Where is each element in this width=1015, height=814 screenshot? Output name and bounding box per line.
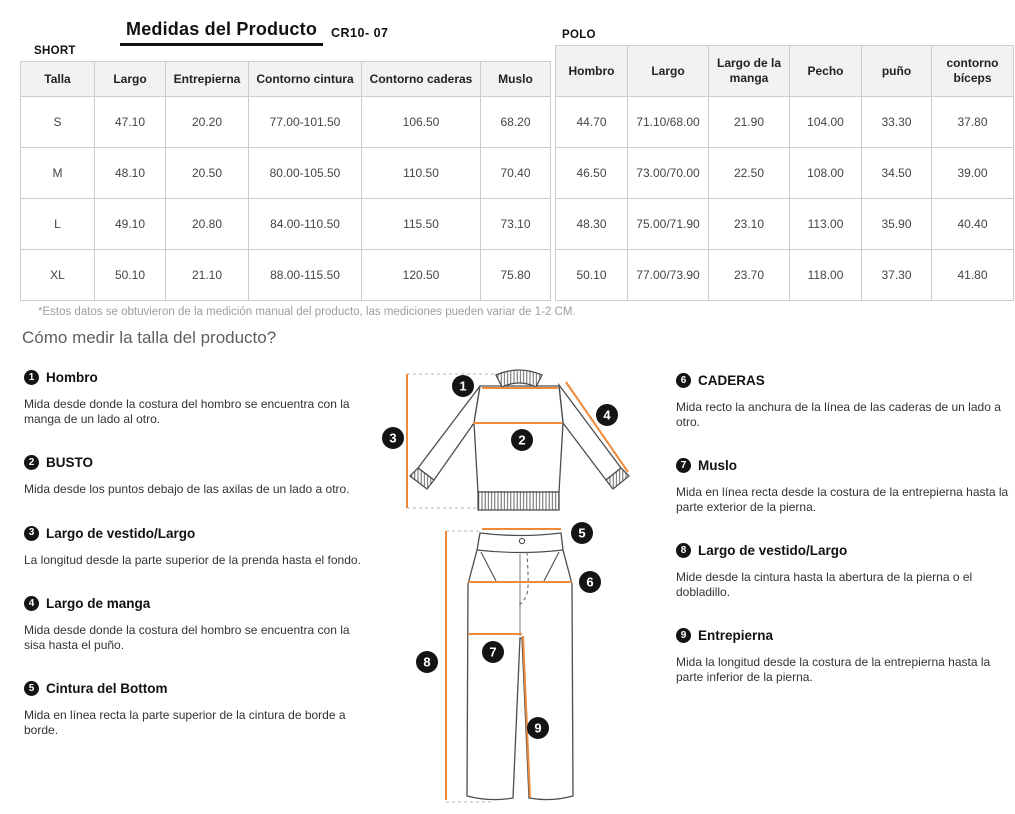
pants-body [467,533,573,800]
instruction-description: Mida desde los puntos debajo de las axilas de un lado a otro. [24,482,350,496]
cell: 75.00/71.90 [628,199,709,250]
sweater-collar [496,370,542,387]
instruction-title: Largo de vestido/Largo [698,543,848,558]
measure-marker-7 [482,641,504,663]
table-row [21,97,551,148]
number-badge: 8 [676,543,691,558]
cell: L [21,199,95,250]
cell: 48.10 [95,148,166,199]
cell: 68.20 [481,97,551,148]
svg-text:6: 6 [586,574,594,590]
product-code: CR10- 07 [331,26,389,40]
svg-text:4: 4 [603,407,611,423]
cell: 110.50 [362,148,481,199]
number-badge: 5 [24,681,39,696]
cell: 21.90 [709,97,790,148]
number-badge: 3 [24,526,39,541]
column-header: contorno bíceps [932,46,1014,97]
column-header: puño [862,46,932,97]
instruction-item [24,681,369,737]
cell: 73.00/70.00 [628,148,709,199]
cell: 39.00 [932,148,1014,199]
cell: 120.50 [362,250,481,301]
button-icon [519,538,524,543]
instruction-heading [676,373,1015,388]
cell: 113.00 [790,199,862,250]
cell: 70.40 [481,148,551,199]
instruction-title: Hombro [46,370,98,385]
column-header: Talla [21,62,95,97]
page-title: Medidas del Producto [120,19,323,46]
instructions-right-column [676,373,1015,713]
column-header: Largo [628,46,709,97]
instruction-description: Mide desde la cintura hasta la abertura de la pierna o el dobladillo. [676,570,973,599]
cell: 80.00-105.50 [249,148,362,199]
polo-header-row [556,46,1014,97]
cell: 23.70 [709,250,790,301]
cell: 75.80 [481,250,551,301]
instruction-item [676,458,1015,514]
table-row [21,199,551,250]
polo-size-table [555,45,1014,301]
column-header: Largo [95,62,166,97]
instruction-description: La longitud desde la parte superior de la prenda hasta el fondo. [24,552,361,567]
measure-marker-4 [596,404,618,426]
cell: 20.50 [166,148,249,199]
measure-marker-3 [382,427,404,449]
instruction-title: Muslo [698,458,737,473]
cell: 71.10/68.00 [628,97,709,148]
table-row [556,250,1014,301]
table-row [556,148,1014,199]
column-header: Contorno caderas [362,62,481,97]
cell: 73.10 [481,199,551,250]
number-badge: 2 [24,455,39,470]
cell: 50.10 [556,250,628,301]
instruction-heading [24,455,369,470]
instruction-heading [24,370,369,385]
polo-table-label: POLO [562,29,596,41]
svg-text:3: 3 [389,430,397,446]
instruction-heading [676,458,1015,473]
cell: 108.00 [790,148,862,199]
column-header: Entrepierna [166,62,249,97]
cell: 46.50 [556,148,628,199]
instruction-item [24,455,369,497]
cell: 35.90 [862,199,932,250]
svg-text:2: 2 [518,432,526,448]
cell: 41.80 [932,250,1014,301]
number-badge: 6 [676,373,691,388]
instruction-title: Cintura del Bottom [46,681,168,696]
table-row [556,199,1014,250]
column-header: Pecho [790,46,862,97]
table-row [556,97,1014,148]
instructions-left-column [24,370,369,766]
cell: S [21,97,95,148]
cell: 77.00-101.50 [249,97,362,148]
instruction-description: Mida en línea recta la parte superior de la cintura de borde a borde. [24,708,346,737]
cell: 37.80 [932,97,1014,148]
number-badge: 9 [676,628,691,643]
pants-diagram [400,512,662,812]
cell: 23.10 [709,199,790,250]
instruction-heading [24,526,369,541]
cell: 21.10 [166,250,249,301]
table-row [21,148,551,199]
instruction-title: CADERAS [698,373,765,388]
instruction-item [676,543,1015,599]
column-header: Contorno cintura [249,62,362,97]
svg-text:5: 5 [578,525,586,541]
instruction-item [24,596,369,652]
instruction-description: Mida desde donde la costura del hombro se encuentra con la sisa hasta el puño. [24,623,350,652]
cell: 88.00-115.50 [249,250,362,301]
svg-text:8: 8 [423,654,431,670]
number-badge: 7 [676,458,691,473]
column-header: Hombro [556,46,628,97]
cell: 34.50 [862,148,932,199]
instruction-heading [676,628,1015,643]
cell: 48.30 [556,199,628,250]
instruction-item [676,628,1015,684]
cell: 37.30 [862,250,932,301]
column-header: Muslo [481,62,551,97]
cell: 33.30 [862,97,932,148]
number-badge: 1 [24,370,39,385]
cell: 118.00 [790,250,862,301]
section-title: Cómo medir la talla del producto? [22,328,277,347]
instruction-heading [24,681,369,696]
svg-text:9: 9 [534,720,542,736]
measure-marker-6 [579,571,601,593]
measure-marker-8 [416,651,438,673]
instruction-heading [676,543,1015,558]
instruction-item [24,370,369,426]
instruction-description: Mida recto la anchura de la línea de las caderas de un lado a otro. [676,400,1001,429]
measure-marker-5 [571,522,593,544]
cell: 106.50 [362,97,481,148]
cell: 104.00 [790,97,862,148]
column-header: Largo de la manga [709,46,790,97]
cell: M [21,148,95,199]
instruction-title: Largo de vestido/Largo [46,525,196,541]
cell: 84.00-110.50 [249,199,362,250]
cell: 20.80 [166,199,249,250]
instruction-item [24,526,369,568]
cell: 115.50 [362,199,481,250]
measurement-note: *Estos datos se obtuvieron de la medición manual del producto, las mediciones pueden variar de 1-2 CM. [38,306,576,318]
short-header-row [21,62,551,97]
svg-text:1: 1 [459,378,467,394]
short-table-label: SHORT [34,45,76,57]
instruction-description: Mida desde donde la costura del hombro se encuentra con la manga de un lado al otro. [24,397,350,426]
sweater-diagram [378,366,640,520]
cell: 40.40 [932,199,1014,250]
cell: 49.10 [95,199,166,250]
instruction-title: Entrepierna [698,628,774,643]
cell: 77.00/73.90 [628,250,709,301]
cell: XL [21,250,95,301]
measure-marker-2 [511,429,533,451]
instruction-description: Mida en línea recta desde la costura de la entrepierna hasta la parte exterior de la pierna. [676,485,1009,514]
measure-marker-1 [452,375,474,397]
cell: 50.10 [95,250,166,301]
instruction-title: Largo de manga [46,596,151,611]
number-badge: 4 [24,596,39,611]
cell: 22.50 [709,148,790,199]
instruction-item [676,373,1015,429]
instruction-description: Mida la longitud desde la costura de la entrepierna hasta la parte inferior de la pierna. [676,655,991,684]
svg-text:7: 7 [489,644,497,660]
cell: 20.20 [166,97,249,148]
table-row [21,250,551,301]
measure-marker-9 [527,717,549,739]
instruction-title: BUSTO [46,455,94,470]
cell: 44.70 [556,97,628,148]
short-size-table [20,61,551,301]
cell: 47.10 [95,97,166,148]
instruction-heading [24,596,369,611]
